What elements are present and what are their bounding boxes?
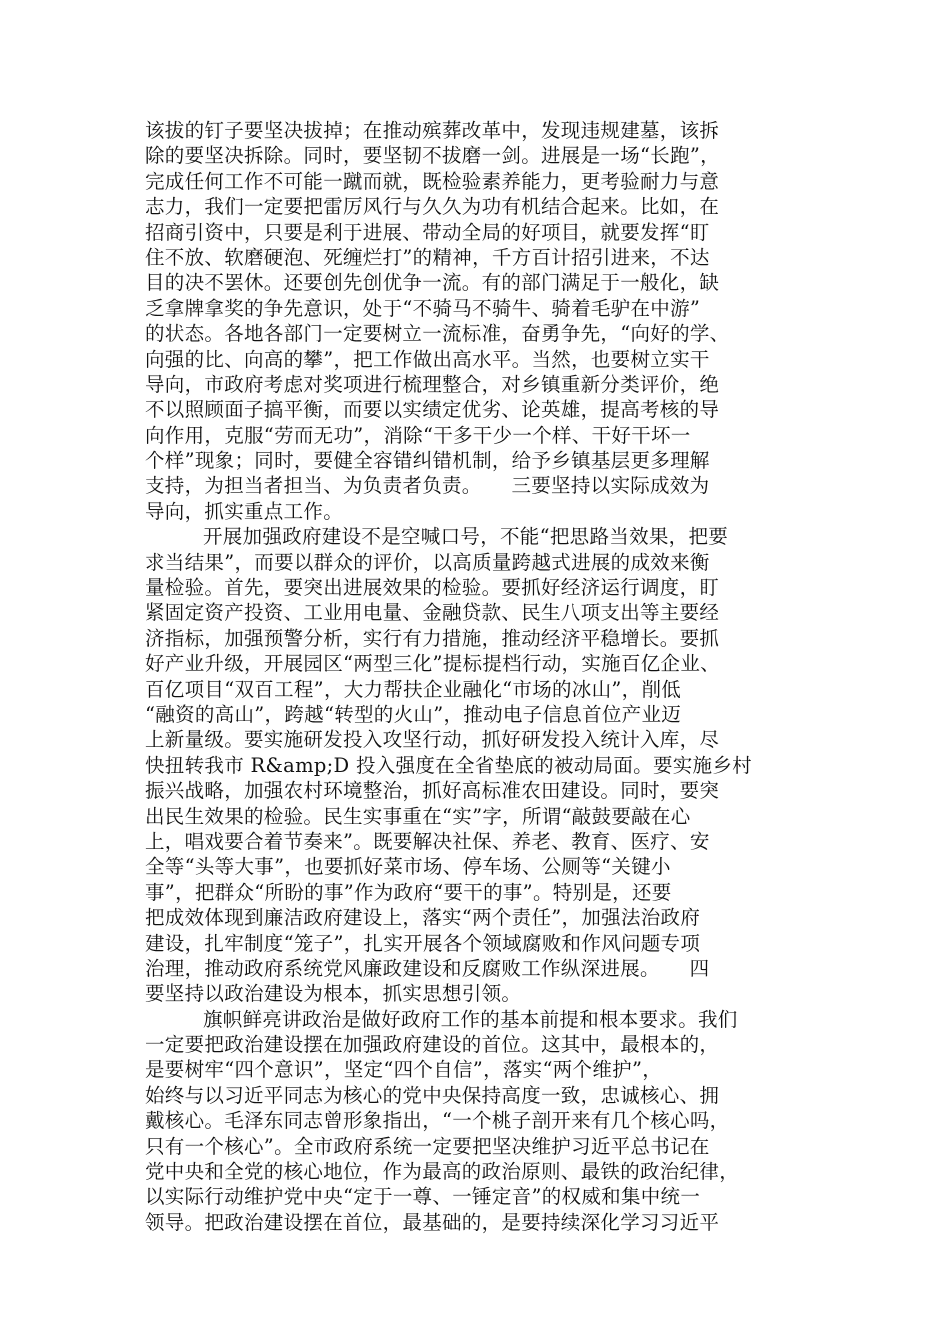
text-line: 振兴战略，加强农村环境整治，抓好高标准农田建设。同时，要突 [145,779,720,803]
text-line: 个样”现象；同时，要健全容错纠错机制，给予乡镇基层更多理解 [145,449,710,473]
text-line: 的状态。各地各部门一定要树立一流标准，奋勇争先，“向好的学、 [145,322,730,346]
text-line: 向强的比、向高的攀”，把工作做出高水平。当然，也要树立实干 [145,347,710,371]
text-line: 把成效体现到廉洁政府建设上，落实“两个责任”，加强法治政府 [145,906,701,930]
text-line: 快扭转我市 R&amp;D 投入强度在全省垫底的被动局面。要实施乡村 [145,753,752,777]
text-line: 只有一个核心”。全市政府系统一定要把坚决维护习近平总书记在 [145,1134,710,1158]
text-line: 开展加强政府建设不是空喊口号，不能“把思路当效果，把要 [203,525,729,549]
text-line: 量检验。首先，要突出进展效果的检验。要抓好经济运行调度，盯 [145,576,720,600]
text-line: 不以照顾面子搞平衡，而要以实绩定优劣、论英雄，提高考核的导 [145,398,720,422]
text-line: 始终与以习近平同志为核心的党中央保持高度一致，忠诚核心、拥 [145,1083,720,1107]
text-line: 支持，为担当者担当、为负责者负责。 三要坚持以实际成效为 [145,474,710,498]
text-line: 治理，推动政府系统党风廉政建设和反腐败工作纵深进展。 四 [145,956,710,980]
text-line: 目的决不罢休。还要创先创优争一流。有的部门满足于一般化，缺 [145,271,720,295]
text-line: 导向，市政府考虑对奖项进行梳理整合，对乡镇重新分类评价，绝 [145,372,720,396]
text-line: 除的要坚决拆除。同时，要坚韧不拔磨一剑。进展是一场“长跑”， [145,144,720,168]
text-line: 是要树牢“四个意识”，坚定“四个自信”，落实“两个维护”， [145,1058,663,1082]
text-line: 求当结果”，而要以群众的评价，以高质量跨越式进展的成效来衡 [145,550,710,574]
text-line: 紧固定资产投资、工业用电量、金融贷款、民生八项支出等主要经 [145,601,720,625]
text-line: 全等“头等大事”，也要抓好菜市场、停车场、公厕等“关键小 [145,855,671,879]
text-line: 党中央和全党的核心地位，作为最高的政治原则、最铁的政治纪律， [145,1160,740,1184]
text-line: 乏拿牌拿奖的争先意识，处于“不骑马不骑牛、骑着毛驴在中游” [145,296,701,320]
text-line: 向作用，克服“劳而无功”，消除“干多干少一个样、干好干坏一 [145,423,691,447]
text-line: 住不放、软磨硬泡、死缠烂打”的精神，千方百计招引进来，不达 [145,245,710,269]
text-line: “融资的高山”，跨越“转型的火山”，推动电子信息首位产业迈 [145,702,682,726]
text-line: 以实际行动维护党中央“定于一尊、一锤定音”的权威和集中统一 [145,1185,701,1209]
text-line: 要坚持以政治建设为根本，抓实思想引领。 [145,982,522,1006]
text-line: 建设，扎牢制度“笼子”，扎实开展各个领域腐败和作风问题专项 [145,931,701,955]
text-line: 出民生效果的检验。民生实事重在“实”字，所谓“敲鼓要敲在心 [145,804,691,828]
text-line: 完成任何工作不可能一蹴而就，既检验素养能力，更考验耐力与意 [145,169,720,193]
text-line: 百亿项目“双百工程”，大力帮扶企业融化“市场的冰山”，削低 [145,677,682,701]
text-line: 事”，把群众“所盼的事”作为政府“要干的事”。特别是，还要 [145,880,672,904]
text-line: 该拔的钉子要坚决拔掉；在推动殡葬改革中，发现违规建墓，该拆 [145,119,720,142]
text-line: 领导。把政治建设摆在首位，最基础的，是要持续深化学习习近平 [145,1210,720,1234]
text-line: 戴核心。毛泽东同志曾形象指出，“一个桃子剖开来有几个核心吗， [145,1109,730,1133]
document-body [145,118,810,1235]
text-line: 上新量级。要实施研发投入攻坚行动，抓好研发投入统计入库，尽 [145,728,720,752]
text-line: 导向，抓实重点工作。 [145,499,344,523]
text-line: 好产业升级，开展园区“两型三化”提标提档行动，实施百亿企业、 [145,652,720,676]
text-line: 旗帜鲜亮讲政治是做好政府工作的基本前提和根本要求。我们 [203,1007,738,1031]
text-line: 招商引资中，只要是利于进展、带动全局的好项目，就要发挥“盯 [145,220,710,244]
text-line: 济指标，加强预警分析，实行有力措施，推动经济平稳增长。要抓 [145,626,720,650]
text-line: 志力，我们一定要把雷厉风行与久久为功有机结合起来。比如，在 [145,195,720,219]
text-line: 上，唱戏要合着节奏来”。既要解决社保、养老、教育、医疗、安 [145,829,710,853]
text-line: 一定要把政治建设摆在加强政府建设的首位。这其中，最根本的， [145,1033,720,1057]
